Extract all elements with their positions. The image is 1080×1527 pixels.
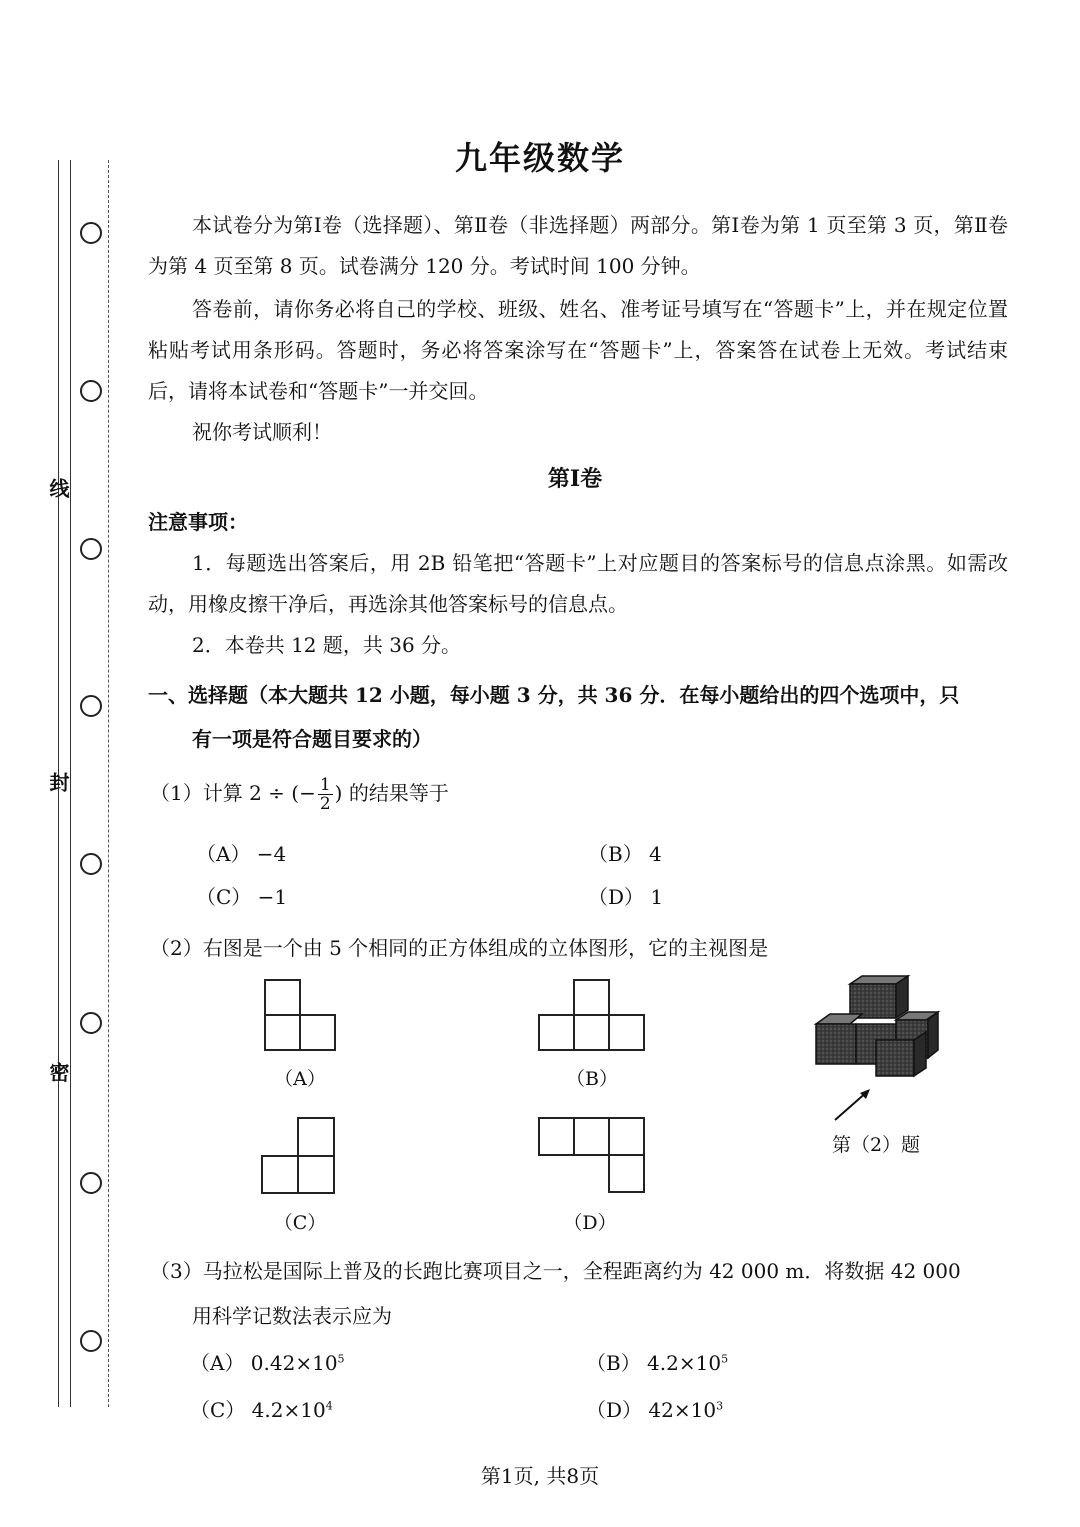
q3-option-c: [190, 1394, 333, 1423]
notes-item-2: 2．本卷共 12 题，共 36 分。: [192, 633, 462, 657]
q1-option-c: （C） −1: [196, 885, 288, 909]
binding-hole: [80, 222, 102, 244]
question-1-suffix: ) 的结果等于: [334, 781, 449, 805]
q1-option-a: （A） −4: [196, 842, 287, 866]
q3-option-a-base: （A） 0.42×10: [190, 1351, 338, 1375]
q3-option-b-exp: 5: [721, 1352, 729, 1366]
q3-option-d-base: （D） 42×10: [586, 1398, 717, 1422]
q3-option-a: [190, 1347, 345, 1376]
page-title: 九年级数学: [454, 139, 625, 177]
q2-label-b: （B）: [566, 1068, 618, 1090]
margin-label-dense: 密: [46, 1062, 70, 1082]
question-3-line-1: （3）马拉松是国际上普及的长跑比赛项目之一，全程距离约为 42 000 m．将数据 42 000: [150, 1259, 961, 1283]
binding-hole: [80, 1172, 102, 1194]
q3-option-c-exp: 4: [325, 1399, 333, 1413]
margin-label-seal: 封: [46, 772, 70, 792]
q3-option-b: [586, 1347, 728, 1376]
intro-paragraph-1: 本试卷分为第Ⅰ卷（选择题）、第Ⅱ卷（非选择题）两部分。第Ⅰ卷为第 1 页至第 3 页，第Ⅱ卷为第 4 页至第 8 页。试卷满分 120 分。考试时间 100 分钟。: [148, 213, 1008, 278]
binding-line-inner: [108, 160, 109, 1407]
binding-hole: [80, 538, 102, 560]
section-title: 第Ⅰ卷: [547, 466, 603, 492]
q2-figure-b: [536, 975, 648, 1055]
q3-option-d-exp: 3: [716, 1399, 724, 1413]
q1-option-b: （B） 4: [588, 842, 662, 866]
question-1-prefix: （1）计算 2 ÷ (−: [150, 781, 316, 805]
q3-option-d: [586, 1394, 723, 1423]
fraction-numerator: 1: [319, 775, 331, 795]
question-1: [150, 776, 449, 813]
q3-option-c-base: （C） 4.2×10: [190, 1398, 326, 1422]
q2-figure-caption: 第（2）题: [831, 1134, 921, 1156]
notes-item-1: 1．每题选出答案后，用 2B 铅笔把“答题卡”上对应题目的答案标号的信息点涂黑。如需改动，用橡皮擦干净后，再选涂其他答案标号的信息点。: [148, 551, 1008, 616]
binding-hole: [80, 1012, 102, 1034]
q2-figure-c: [258, 1115, 340, 1197]
binding-hole: [80, 1330, 102, 1352]
q2-figure-d: [535, 1115, 647, 1197]
q3-option-b-base: （B） 4.2×10: [586, 1351, 722, 1375]
notes-heading: 注意事项：: [148, 510, 248, 534]
intro-paragraph-2: 答卷前，请你务必将自己的学校、班级、姓名、准考证号填写在“答题卡”上，并在规定位置粘贴考试用条形码。答题时，务必将答案涂写在“答题卡”上，答案答在试卷上无效。考试结束后，请将本试卷和“答题卡”一并交回。: [148, 297, 1008, 403]
q2-figure-a: [260, 975, 340, 1055]
fraction-denominator: 2: [319, 794, 331, 814]
part1-heading-line2: 有一项是符合题目要求的）: [192, 727, 432, 751]
part1-heading-line1: 一、选择题（本大题共 12 小题，每小题 3 分，共 36 分．在每小题给出的四个选项中，只: [148, 683, 960, 707]
arrow-icon: [830, 1085, 880, 1125]
q2-label-d: （D）: [563, 1212, 617, 1234]
page-footer: 第1页, 共8页: [480, 1464, 600, 1488]
q1-option-d: （D） 1: [588, 885, 664, 909]
binding-hole: [80, 695, 102, 717]
q2-label-c: （C）: [273, 1212, 327, 1234]
intro-paragraph-3: 祝你考试顺利！: [192, 420, 332, 444]
margin-label-line: 线: [46, 478, 70, 498]
binding-hole: [80, 380, 102, 402]
fraction: [318, 776, 333, 813]
q3-option-a-exp: 5: [337, 1352, 345, 1366]
question-2: （2）右图是一个由 5 个相同的正方体组成的立体图形，它的主视图是: [150, 936, 769, 960]
q2-label-a: （A）: [274, 1068, 326, 1090]
question-3-line-2: 用科学记数法表示应为: [192, 1304, 392, 1328]
binding-hole: [80, 853, 102, 875]
